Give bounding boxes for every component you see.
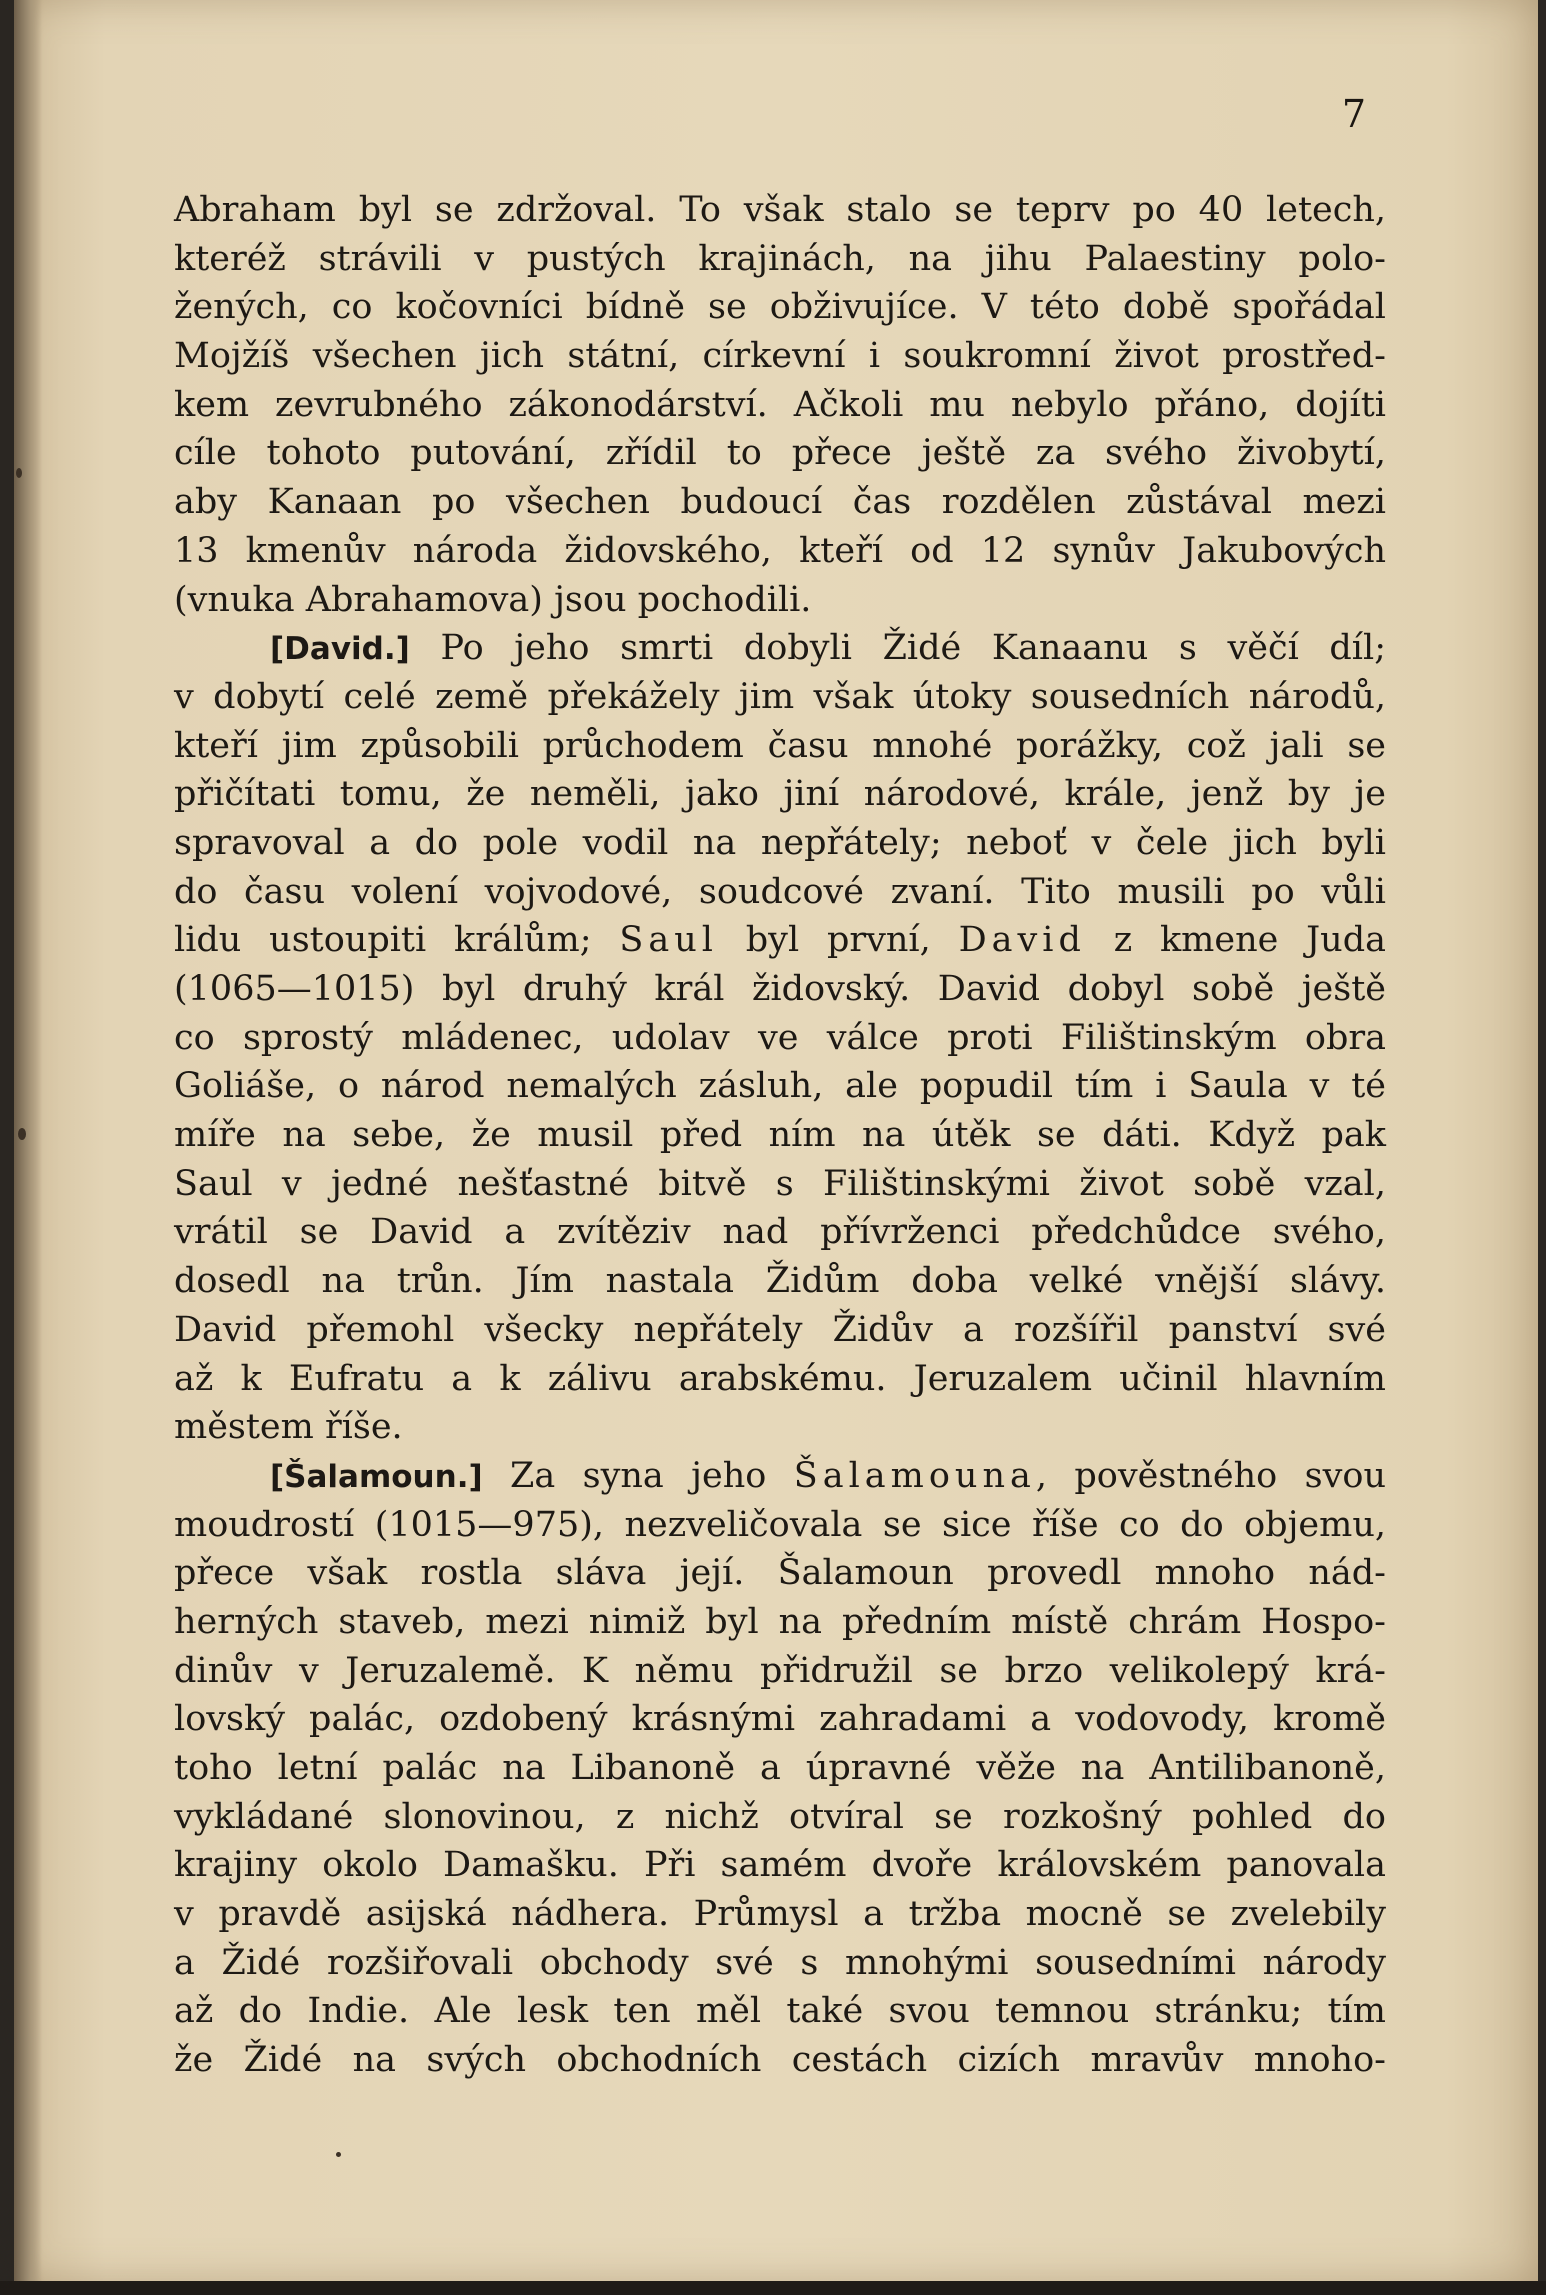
text-line: až do Indie. Ale lesk ten měl také svou temnou stránku; tím — [174, 1991, 1386, 2032]
body-text — [174, 186, 1386, 2085]
ink-speck — [16, 468, 22, 478]
text-line: dosedl na trůn. Jím nastala Židům doba velké vnější slávy. — [174, 1261, 1386, 1302]
text-line: přece však rostla sláva její. Šalamoun provedl mnoho nád- — [174, 1553, 1386, 1594]
paragraph-first-line — [174, 1452, 1386, 1501]
text-line: a Židé rozšiřovali obchody své s mnohými sousedními národy — [174, 1942, 1386, 1983]
text-line: cíle tohoto putování, zřídil to přece ještě za svého živobytí, — [174, 433, 1386, 474]
text-line: moudrostí (1015—975), nezveličovala se sice říše co do objemu, — [174, 1504, 1386, 1545]
page-number: 7 — [1341, 92, 1366, 136]
text-line: David přemohl všecky nepřátely Židův a rozšířil panství své — [174, 1309, 1386, 1350]
text-fragment: byl první, — [717, 920, 959, 961]
text-line: (1065—1015) byl druhý král židovský. David dobyl sobě ještě — [174, 969, 1386, 1009]
text-line: dinův v Jeruzalemě. K němu přidružil se brzo velikolepý krá- — [174, 1650, 1386, 1691]
text-line: v pravdě asijská nádhera. Průmysl a tržba mocně se zvelebily — [174, 1894, 1386, 1935]
text-line: Abraham byl se zdržoval. To však stalo se teprv po 40 letech, — [174, 190, 1386, 230]
text-line: lovský palác, ozdobený krásnými zahradami a vodovody, kromě — [174, 1699, 1386, 1740]
text-line: Goliáše, o národ nemalých zásluh, ale popudil tím i Saula v té — [174, 1066, 1386, 1107]
text-line: herných staveb, mezi nimiž byl na předním místě chrám Hospo- — [174, 1601, 1386, 1642]
text-line: krajiny okolo Damašku. Při samém dvoře královském panovala — [174, 1845, 1386, 1886]
text-line: v dobytí celé země překážely jim však útoky sousedních národů, — [174, 676, 1386, 717]
text-fragment: Za syna jeho — [482, 1455, 794, 1496]
text-line: kem zevrubného zákonodárství. Ačkoli mu nebylo přáno, dojíti — [174, 384, 1386, 425]
text-fragment: z kmene Juda — [1085, 920, 1386, 961]
text-line: toho letní palác na Libanoně a úpravné věže na Antilibanoně, — [174, 1748, 1386, 1788]
ink-speck — [18, 1128, 26, 1140]
text-line: vrátil se David a zvítěziv nad přívrženci předchůdce svého, — [174, 1212, 1386, 1253]
ink-speck — [336, 2152, 341, 2157]
text-line: 13 kmenův národa židovského, kteří od 12 synův Jakubových — [174, 530, 1386, 571]
text-fragment: lidu ustoupiti králům; — [174, 920, 620, 961]
emphasized-name-salamoun: Šalamouna — [793, 1455, 1036, 1496]
text-line: až k Eufratu a k zálivu arabskému. Jeruzalem učinil hlavním — [174, 1358, 1386, 1399]
text-line: kteréž strávili v pustých krajinách, na jihu Palaestiny polo- — [174, 238, 1386, 279]
paragraph-first-line — [174, 624, 1386, 673]
emphasized-name-saul: Saul — [619, 920, 718, 961]
text-line: do času volení vojvodové, soudcové zvaní. Tito musili po vůli — [174, 871, 1386, 912]
text-line: Saul v jedné nešťastné bitvě s Filištinskými život sobě vzal, — [174, 1163, 1386, 1204]
section-heading-salamoun: [Šalamoun.] — [270, 1458, 483, 1495]
emphasized-name-david: David — [958, 920, 1086, 961]
text-line: že Židé na svých obchodních cestách cizích mravův mnoho- — [174, 2040, 1386, 2081]
text-line: Mojžíš všechen jich státní, církevní i soukromní život prostřed- — [174, 336, 1386, 377]
text-line: míře na sebe, že musil před ním na útěk se dáti. Když pak — [174, 1115, 1386, 1156]
page-binding-edge — [14, 0, 42, 2282]
scan-bottom-edge — [0, 2281, 1546, 2295]
text-line: žených, co kočovníci bídně se obživujíce. V této době spořádal — [174, 287, 1386, 328]
text-fragment: , pověstného svou — [1035, 1455, 1386, 1496]
text-line: aby Kanaan po všechen budoucí čas rozdělen zůstával mezi — [174, 482, 1386, 523]
book-page — [14, 0, 1538, 2282]
section-heading-david: [David.] — [270, 631, 410, 668]
text-fragment: Po jeho smrti dobyli Židé Kanaanu s věčí díl; — [409, 628, 1386, 669]
text-line: spravoval a do pole vodil na nepřátely; neboť v čele jich byli — [174, 822, 1386, 863]
text-line: přičítati tomu, že neměli, jako jiní národové, krále, jenž by je — [174, 774, 1386, 815]
text-line: (vnuka Abrahamova) jsou pochodili. — [174, 579, 812, 620]
text-line: vykládané slonovinou, z nichž otvíral se rozkošný pohled do — [174, 1796, 1386, 1837]
text-line: městem říše. — [174, 1407, 403, 1448]
text-line: kteří jim způsobili průchodem času mnohé porážky, což jali se — [174, 725, 1386, 766]
text-line — [174, 916, 1386, 965]
text-line: co sprostý mládenec, udolav ve válce proti Filištinským obra — [174, 1017, 1386, 1058]
